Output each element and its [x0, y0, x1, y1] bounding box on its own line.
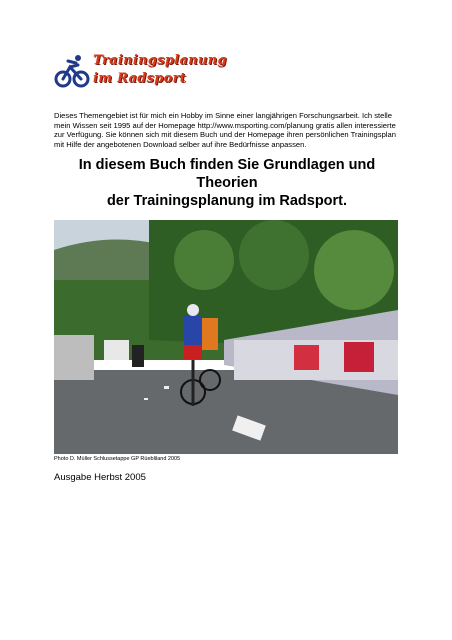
- headline: [54, 156, 400, 210]
- intro-line: mein Wissen seit 1995 auf der Homepage http://www.msporting.com/planung gratis allen interessierte: [54, 120, 396, 130]
- cyclist-icon: [54, 53, 90, 89]
- headline-line1: In diesem Buch finden Sie Grundlagen und Theorien: [78, 157, 376, 191]
- logo-title-line1: Trainingsplanung: [93, 53, 227, 68]
- intro-line: Dieses Themengebiet ist für mich ein Hobby im Sinne einer langjährigen Forschungsarbeit. Ich stelle: [54, 111, 392, 120]
- edition-label: Ausgabe Herbst 2005: [54, 472, 146, 483]
- intro-paragraph: [54, 111, 400, 149]
- intro-line: zur Verfügung. Sie können sich mit diesem Buch und der Homepage ihren persönlichen Trainingsplan: [54, 130, 396, 140]
- headline-line2: der Trainingsplanung im Radsport.: [106, 193, 348, 209]
- logo: [54, 51, 227, 93]
- race-photo: [54, 220, 398, 454]
- intro-line: mit Hilfe der angebotenen Download selber auf ihre Bedürfnisse anpassen.: [54, 139, 307, 149]
- logo-title-line2: im Radsport: [93, 71, 187, 86]
- photo-caption: Photo D. Müller Schlussetappe GP Rüebliland 2005: [54, 456, 181, 462]
